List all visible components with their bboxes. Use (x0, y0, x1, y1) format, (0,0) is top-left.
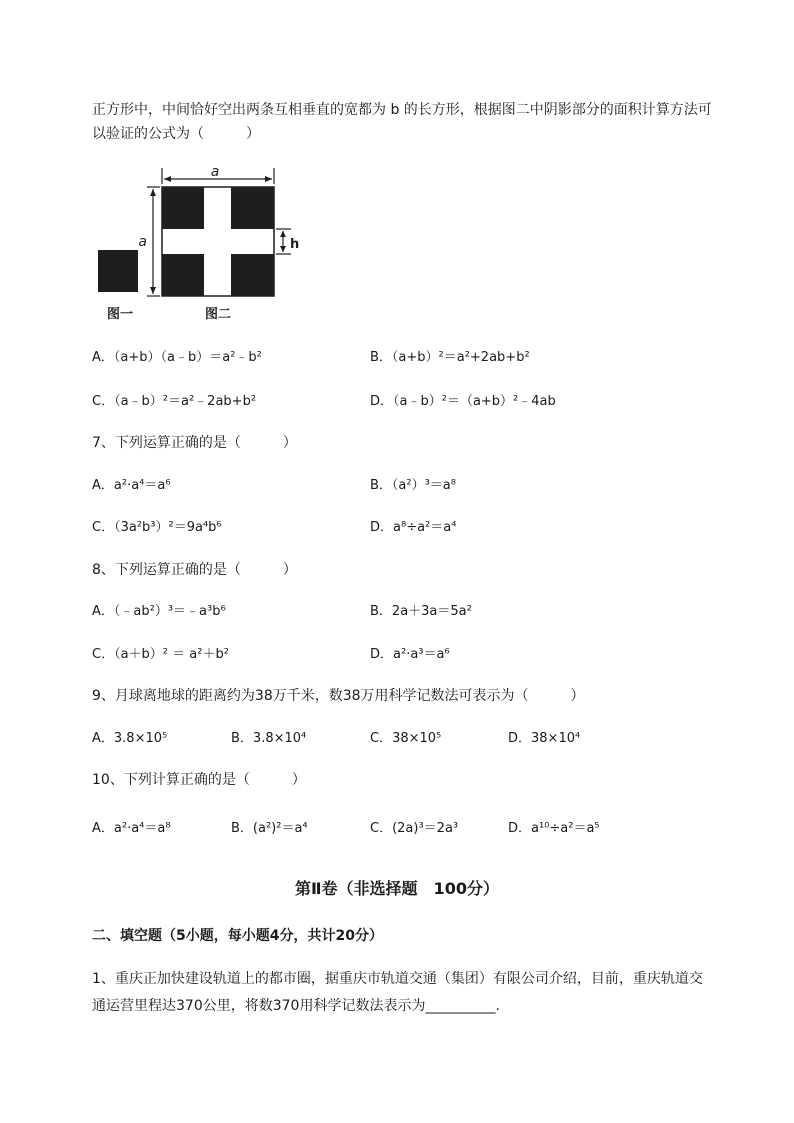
caption-figure-2: 图二 (205, 307, 232, 322)
label-a-top: a (210, 164, 220, 180)
q8-option-d: D．a²·a³＝a⁶ (370, 647, 450, 662)
q7-option-a: A．a²·a⁴＝a⁶ (92, 478, 171, 493)
figure2-block-tr (231, 187, 274, 229)
q7-stem: 7、下列运算正确的是（ ） (92, 435, 297, 451)
q7-option-c: C．（3a²b³）²＝9a⁴b⁶ (92, 520, 222, 535)
intro-line-1: 正方形中，中间恰好空出两条互相垂直的宽都为 b 的长方形，根据图二中阴影部分的面积计算方法可 (92, 102, 712, 118)
fill-q1-line-2: 通运营里程达370公里，将数370用科学记数法表示为__________. (92, 998, 500, 1014)
q8-option-a: A．（﹣ab²）³＝﹣a³b⁶ (92, 604, 226, 619)
q6-option-c: C．（a﹣b）²＝a²﹣2ab+b² (92, 394, 257, 409)
figure2-block-br (231, 254, 274, 296)
q10-option-a: A．a²·a⁴＝a⁸ (92, 821, 171, 836)
q8-option-b: B．2a＋3a＝5a² (370, 604, 472, 619)
label-h: h (290, 237, 300, 252)
part2-title: 第Ⅱ卷（非选择题 100分） (295, 879, 499, 898)
q8-stem: 8、下列运算正确的是（ ） (92, 562, 297, 578)
q9-option-a: A．3.8×10⁵ (92, 731, 168, 746)
q6-option-a: A．（a+b）（a﹣b）＝a²﹣b² (92, 350, 262, 365)
caption-figure-1: 图一 (107, 307, 134, 322)
q9-option-d: D．38×10⁴ (508, 731, 581, 746)
q8-option-c: C．（a＋b）² ＝ a²＋b² (92, 647, 229, 662)
q9-option-c: C．38×10⁵ (370, 731, 442, 746)
intro-line-2: 以验证的公式为（ ） (92, 126, 260, 142)
q10-option-b: B．(a²)²＝a⁴ (231, 821, 308, 836)
figure-squares (95, 160, 315, 325)
figure1-square (98, 250, 138, 292)
figure2-block-tl (162, 187, 204, 229)
q6-option-d: D．（a﹣b）²＝（a+b）²﹣4ab (370, 394, 556, 409)
q10-option-d: D．a¹⁰÷a²＝a⁵ (508, 821, 600, 836)
figure2-block-bl (162, 254, 204, 296)
q9-option-b: B．3.8×10⁴ (231, 731, 307, 746)
q7-option-d: D．a⁸÷a²＝a⁴ (370, 520, 457, 535)
q10-stem: 10、下列计算正确的是（ ） (92, 772, 306, 788)
q10-option-c: C．(2a)³＝2a³ (370, 821, 459, 836)
q7-option-b: B．（a²）³＝a⁸ (370, 478, 456, 493)
part2-section-heading: 二、填空题（5小题，每小题4分，共计20分） (92, 928, 383, 944)
fill-q1-line-1: 1、重庆正加快建设轨道上的都市圈，据重庆市轨道交通（集团）有限公司介绍，目前，重庆轨道交 (92, 971, 703, 987)
q6-option-b: B．（a+b）²＝a²+2ab+b² (370, 350, 530, 365)
label-a-left: a (138, 234, 147, 250)
q9-stem: 9、月球离地球的距离约为38万千米，数38万用科学记数法可表示为（ ） (92, 688, 585, 704)
